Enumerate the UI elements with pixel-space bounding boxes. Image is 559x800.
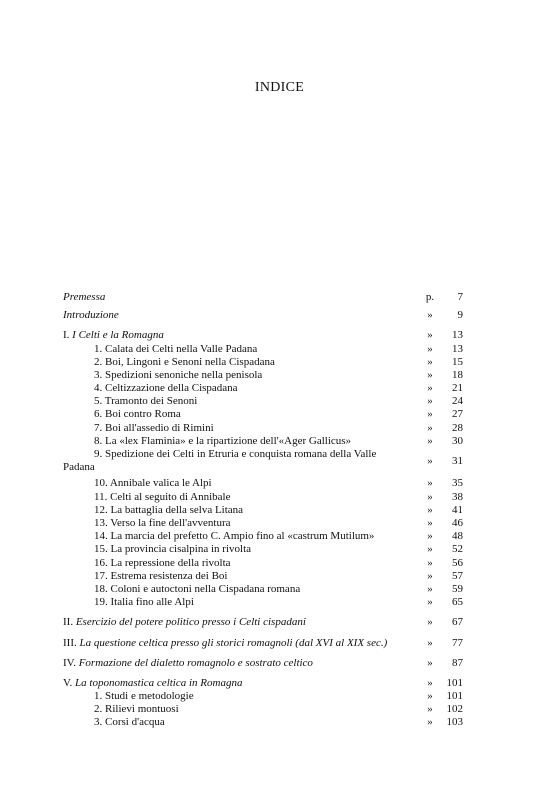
toc-entry-introduzione [63, 309, 463, 322]
page-number: 9 [457, 309, 463, 322]
ditto-mark: » [427, 676, 433, 689]
toc-section [63, 343, 463, 356]
page-number: 24 [452, 395, 463, 408]
page-number: 56 [452, 556, 463, 569]
ditto-mark: » [427, 329, 433, 342]
section-title-continuation: Padana [63, 461, 95, 474]
ditto-mark: » [427, 582, 433, 595]
page-number: 31 [452, 454, 463, 467]
section-title: 3. Spedizioni senoniche nella penisola [94, 368, 263, 381]
section-title: 8. La «lex Flaminia» e la ripartizione dell'«Ager Gallicus» [94, 434, 352, 447]
table-of-contents [63, 291, 463, 730]
section-title: 19. Italia fino alle Alpi [94, 596, 194, 609]
ditto-mark: » [427, 556, 433, 569]
toc-section-multiline [63, 448, 463, 474]
ditto-mark: » [427, 434, 433, 447]
ditto-mark: » [427, 368, 433, 381]
ditto-mark: » [427, 530, 433, 543]
chapter-title: Esercizio del potere politico presso i Celti cispadani [75, 616, 306, 629]
page-number: 15 [452, 355, 463, 368]
toc-section [63, 504, 463, 517]
ditto-mark: » [427, 690, 433, 703]
section-title: 15. La provincia cisalpina in rivolta [94, 543, 252, 556]
chapter-title: La questione celtica presso gli storici romagnoli (dal XVI al XIX sec.) [79, 636, 388, 649]
toc-entry-premessa [63, 291, 463, 304]
toc-section [63, 596, 463, 609]
ditto-mark: » [427, 716, 433, 729]
ditto-mark: » [427, 543, 433, 556]
toc-section [63, 382, 463, 395]
ditto-mark: » [427, 395, 433, 408]
chapter-number: V. [63, 676, 73, 689]
page-number: 103 [446, 716, 463, 729]
section-title: 10. Annibale valica le Alpi [94, 477, 212, 490]
section-title: 2. Rilievi montuosi [94, 703, 179, 716]
section-title: 9. Spedizione dei Celti in Etruria e conquista romana della Valle [94, 448, 377, 461]
ditto-mark: » [427, 309, 433, 322]
ditto-mark: » [427, 355, 433, 368]
page-number: 57 [452, 569, 463, 582]
ditto-mark: » [427, 477, 433, 490]
section-title: 7. Boi all'assedio di Rimini [94, 421, 214, 434]
section-title: 17. Estrema resistenza dei Boi [94, 569, 228, 582]
toc-chapter-2 [63, 616, 463, 629]
section-title: 2. Boi, Lingoni e Senoni nella Cispadana [94, 355, 275, 368]
toc-chapter-5 [63, 677, 463, 690]
page-number: 65 [452, 596, 463, 609]
toc-chapter-4 [63, 657, 463, 670]
ditto-mark: » [427, 490, 433, 503]
section-title: 13. Verso la fine dell'avventura [94, 517, 231, 530]
section-title: 18. Coloni e autoctoni nella Cispadana romana [94, 582, 301, 595]
page-number: 67 [452, 616, 463, 629]
page-number: 35 [452, 477, 463, 490]
toc-section [63, 703, 463, 716]
ditto-mark: » [427, 382, 433, 395]
page-number: 30 [452, 434, 463, 447]
ditto-mark: » [427, 517, 433, 530]
toc-section [63, 409, 463, 422]
toc-section [63, 543, 463, 556]
toc-section [63, 583, 463, 596]
page-number: 13 [452, 329, 463, 342]
chapter-title: I Celti e la Romagna [72, 329, 164, 342]
page-prefix: p. [425, 290, 435, 303]
page-number: 38 [452, 490, 463, 503]
section-title: 12. La battaglia della selva Litana [94, 503, 244, 516]
toc-section [63, 570, 463, 583]
toc-entry-label: Premessa [63, 290, 106, 303]
page-number: 46 [452, 517, 463, 530]
page-number: 13 [452, 342, 463, 355]
ditto-mark: » [427, 596, 433, 609]
page-number: 27 [452, 408, 463, 421]
ditto-mark: » [427, 454, 433, 467]
page-number: 28 [452, 421, 463, 434]
toc-section [63, 422, 463, 435]
page-number: 101 [446, 676, 463, 689]
section-title: 11. Celti al seguito di Annibale [94, 490, 231, 503]
section-title: 4. Celtizzazione della Cispadana [94, 382, 238, 395]
ditto-mark: » [427, 421, 433, 434]
ditto-mark: » [427, 342, 433, 355]
toc-chapter-1 [63, 329, 463, 342]
page-number: 18 [452, 368, 463, 381]
section-title: 6. Boi contro Roma [94, 408, 181, 421]
section-title: 16. La repressione della rivolta [94, 556, 231, 569]
page-number: 21 [452, 382, 463, 395]
ditto-mark: » [427, 656, 433, 669]
section-title: 1. Studi e metodologie [94, 690, 194, 703]
ditto-mark: » [427, 616, 433, 629]
ditto-mark: » [427, 503, 433, 516]
chapter-number: IV. [63, 656, 76, 669]
page-number: 7 [457, 290, 463, 303]
ditto-mark: » [427, 408, 433, 421]
toc-section [63, 356, 463, 369]
ditto-mark: » [427, 569, 433, 582]
section-title: 3. Corsi d'acqua [94, 716, 165, 729]
toc-section [63, 491, 463, 504]
toc-entry-label: Introduzione [63, 309, 119, 322]
ditto-mark: » [427, 703, 433, 716]
toc-section [63, 690, 463, 703]
ditto-mark: » [427, 636, 433, 649]
chapter-title: Formazione del dialetto romagnolo e sostrato celtico [78, 656, 313, 669]
section-title: 14. La marcia del prefetto C. Ampio fino al «castrum Mutilum» [94, 530, 375, 543]
section-title: 5. Tramonto dei Senoni [94, 395, 198, 408]
page-number: 59 [452, 582, 463, 595]
toc-section [63, 435, 463, 448]
page-number: 48 [452, 530, 463, 543]
toc-section [63, 477, 463, 490]
toc-section [63, 369, 463, 382]
toc-section [63, 395, 463, 408]
page-number: 52 [452, 543, 463, 556]
toc-section [63, 530, 463, 543]
chapter-number: II. [63, 616, 74, 629]
page-number: 41 [452, 503, 463, 516]
chapter-title: La toponomastica celtica in Romagna [75, 676, 243, 689]
section-title: 1. Calata dei Celti nella Valle Padana [94, 342, 258, 355]
page-title: INDICE [254, 80, 305, 95]
toc-section [63, 557, 463, 570]
page-number: 101 [446, 690, 463, 703]
page-number: 77 [452, 636, 463, 649]
chapter-number: III. [63, 636, 77, 649]
page-number: 87 [452, 656, 463, 669]
chapter-number: I. [63, 329, 70, 342]
toc-chapter-3 [63, 637, 463, 650]
toc-section [63, 517, 463, 530]
toc-section [63, 716, 463, 729]
page-number: 102 [446, 703, 463, 716]
